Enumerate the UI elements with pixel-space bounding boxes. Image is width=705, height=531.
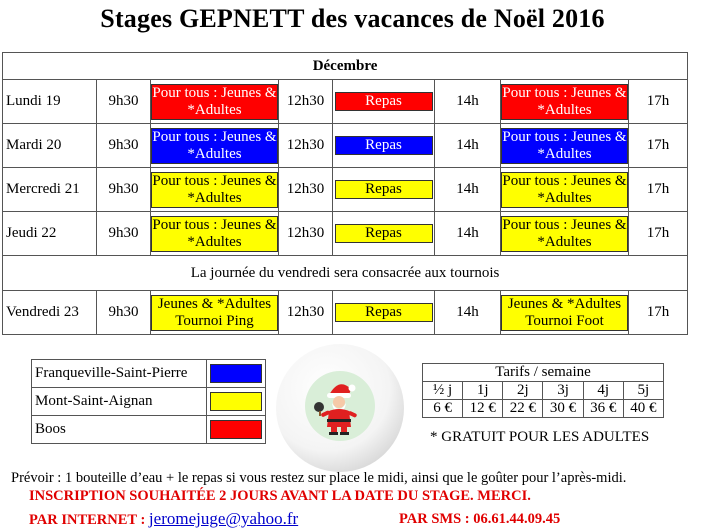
tarifs-title: Tarifs / semaine xyxy=(423,364,664,382)
email-link[interactable]: jeromejuge@yahoo.fr xyxy=(148,509,299,528)
day-label: Jeudi 22 xyxy=(3,212,97,256)
end-time: 17h xyxy=(629,291,688,335)
legend-swatch-blue xyxy=(210,364,262,383)
lunch-block: Repas xyxy=(335,136,433,155)
day-label: Lundi 19 xyxy=(3,80,97,124)
schedule-row xyxy=(3,124,688,168)
friday-note: La journée du vendredi sera consacrée aux tournois xyxy=(3,256,688,291)
tarif-header: 4j xyxy=(583,382,623,400)
tarif-header: 5j xyxy=(623,382,663,400)
start-time: 9h30 xyxy=(97,124,151,168)
lunch-time: 12h30 xyxy=(279,212,333,256)
page-title: Stages GEPNETT des vacances de Noël 2016 xyxy=(100,4,605,33)
afternoon-tournament: Jeunes & *Adultes Tournoi Foot xyxy=(501,295,628,331)
end-time: 17h xyxy=(629,124,688,168)
lunch-block: Repas xyxy=(335,224,433,243)
lunch-time: 12h30 xyxy=(279,80,333,124)
lunch-time: 12h30 xyxy=(279,291,333,335)
afternoon-session: Pour tous : Jeunes & *Adultes xyxy=(502,216,627,250)
location-legend xyxy=(31,359,266,444)
start-time: 9h30 xyxy=(97,80,151,124)
bring-items-note: Prévoir : 1 bouteille d’eau + le repas si vous restez sur place le midi, ainsi que le goûter pour l’après-midi. xyxy=(11,470,627,486)
schedule-row xyxy=(3,212,688,256)
morning-session: Pour tous : Jeunes & *Adultes xyxy=(152,172,277,206)
internet-contact xyxy=(29,509,298,529)
registration-notice: INSCRIPTION SOUHAITÉE 2 JOURS AVANT LA DATE DU STAGE. MERCI. xyxy=(29,488,531,504)
tarif-header: 3j xyxy=(543,382,583,400)
lunch-time: 12h30 xyxy=(279,168,333,212)
month-header: Décembre xyxy=(3,53,688,80)
santa-ping-pong-ball-icon xyxy=(276,344,404,472)
legend-label: Franqueville-Saint-Pierre xyxy=(32,360,207,388)
sms-contact: PAR SMS : 06.61.44.09.45 xyxy=(399,511,561,527)
afternoon-time: 14h xyxy=(435,212,501,256)
start-time: 9h30 xyxy=(97,168,151,212)
schedule-row-friday xyxy=(3,291,688,335)
day-label: Mercredi 21 xyxy=(3,168,97,212)
end-time: 17h xyxy=(629,80,688,124)
free-for-adults-note: * GRATUIT POUR LES ADULTES xyxy=(430,429,650,445)
tarif-price: 6 € xyxy=(423,400,463,418)
start-time: 9h30 xyxy=(97,291,151,335)
tarif-header: ½ j xyxy=(423,382,463,400)
afternoon-time: 14h xyxy=(435,291,501,335)
afternoon-time: 14h xyxy=(435,80,501,124)
legend-label: Boos xyxy=(32,416,207,444)
morning-session: Pour tous : Jeunes & *Adultes xyxy=(152,128,277,162)
morning-session: Pour tous : Jeunes & *Adultes xyxy=(152,84,277,118)
morning-session: Pour tous : Jeunes & *Adultes xyxy=(152,216,277,250)
santa-icon xyxy=(305,371,375,441)
lunch-block: Repas xyxy=(335,180,433,199)
tarif-price: 36 € xyxy=(583,400,623,418)
afternoon-session: Pour tous : Jeunes & *Adultes xyxy=(502,128,627,162)
afternoon-session: Pour tous : Jeunes & *Adultes xyxy=(502,84,627,118)
tarif-price: 22 € xyxy=(503,400,543,418)
tarifs-table xyxy=(422,363,664,418)
lunch-block: Repas xyxy=(335,92,433,111)
lunch-time: 12h30 xyxy=(279,124,333,168)
schedule-table xyxy=(2,52,688,335)
tarif-price: 40 € xyxy=(623,400,663,418)
morning-tournament: Jeunes & *Adultes Tournoi Ping xyxy=(151,295,278,331)
schedule-row xyxy=(3,80,688,124)
afternoon-time: 14h xyxy=(435,124,501,168)
afternoon-session: Pour tous : Jeunes & *Adultes xyxy=(502,172,627,206)
afternoon-time: 14h xyxy=(435,168,501,212)
legend-label: Mont-Saint-Aignan xyxy=(32,388,207,416)
legend-swatch-red xyxy=(210,420,262,439)
end-time: 17h xyxy=(629,212,688,256)
tarif-header: 2j xyxy=(503,382,543,400)
tarif-header: 1j xyxy=(463,382,503,400)
schedule-row xyxy=(3,168,688,212)
tarif-price: 12 € xyxy=(463,400,503,418)
day-label: Mardi 20 xyxy=(3,124,97,168)
tarif-price: 30 € xyxy=(543,400,583,418)
legend-swatch-yellow xyxy=(210,392,262,411)
internet-label: PAR INTERNET : xyxy=(29,512,149,528)
end-time: 17h xyxy=(629,168,688,212)
start-time: 9h30 xyxy=(97,212,151,256)
lunch-block: Repas xyxy=(335,303,433,322)
day-label: Vendredi 23 xyxy=(3,291,97,335)
